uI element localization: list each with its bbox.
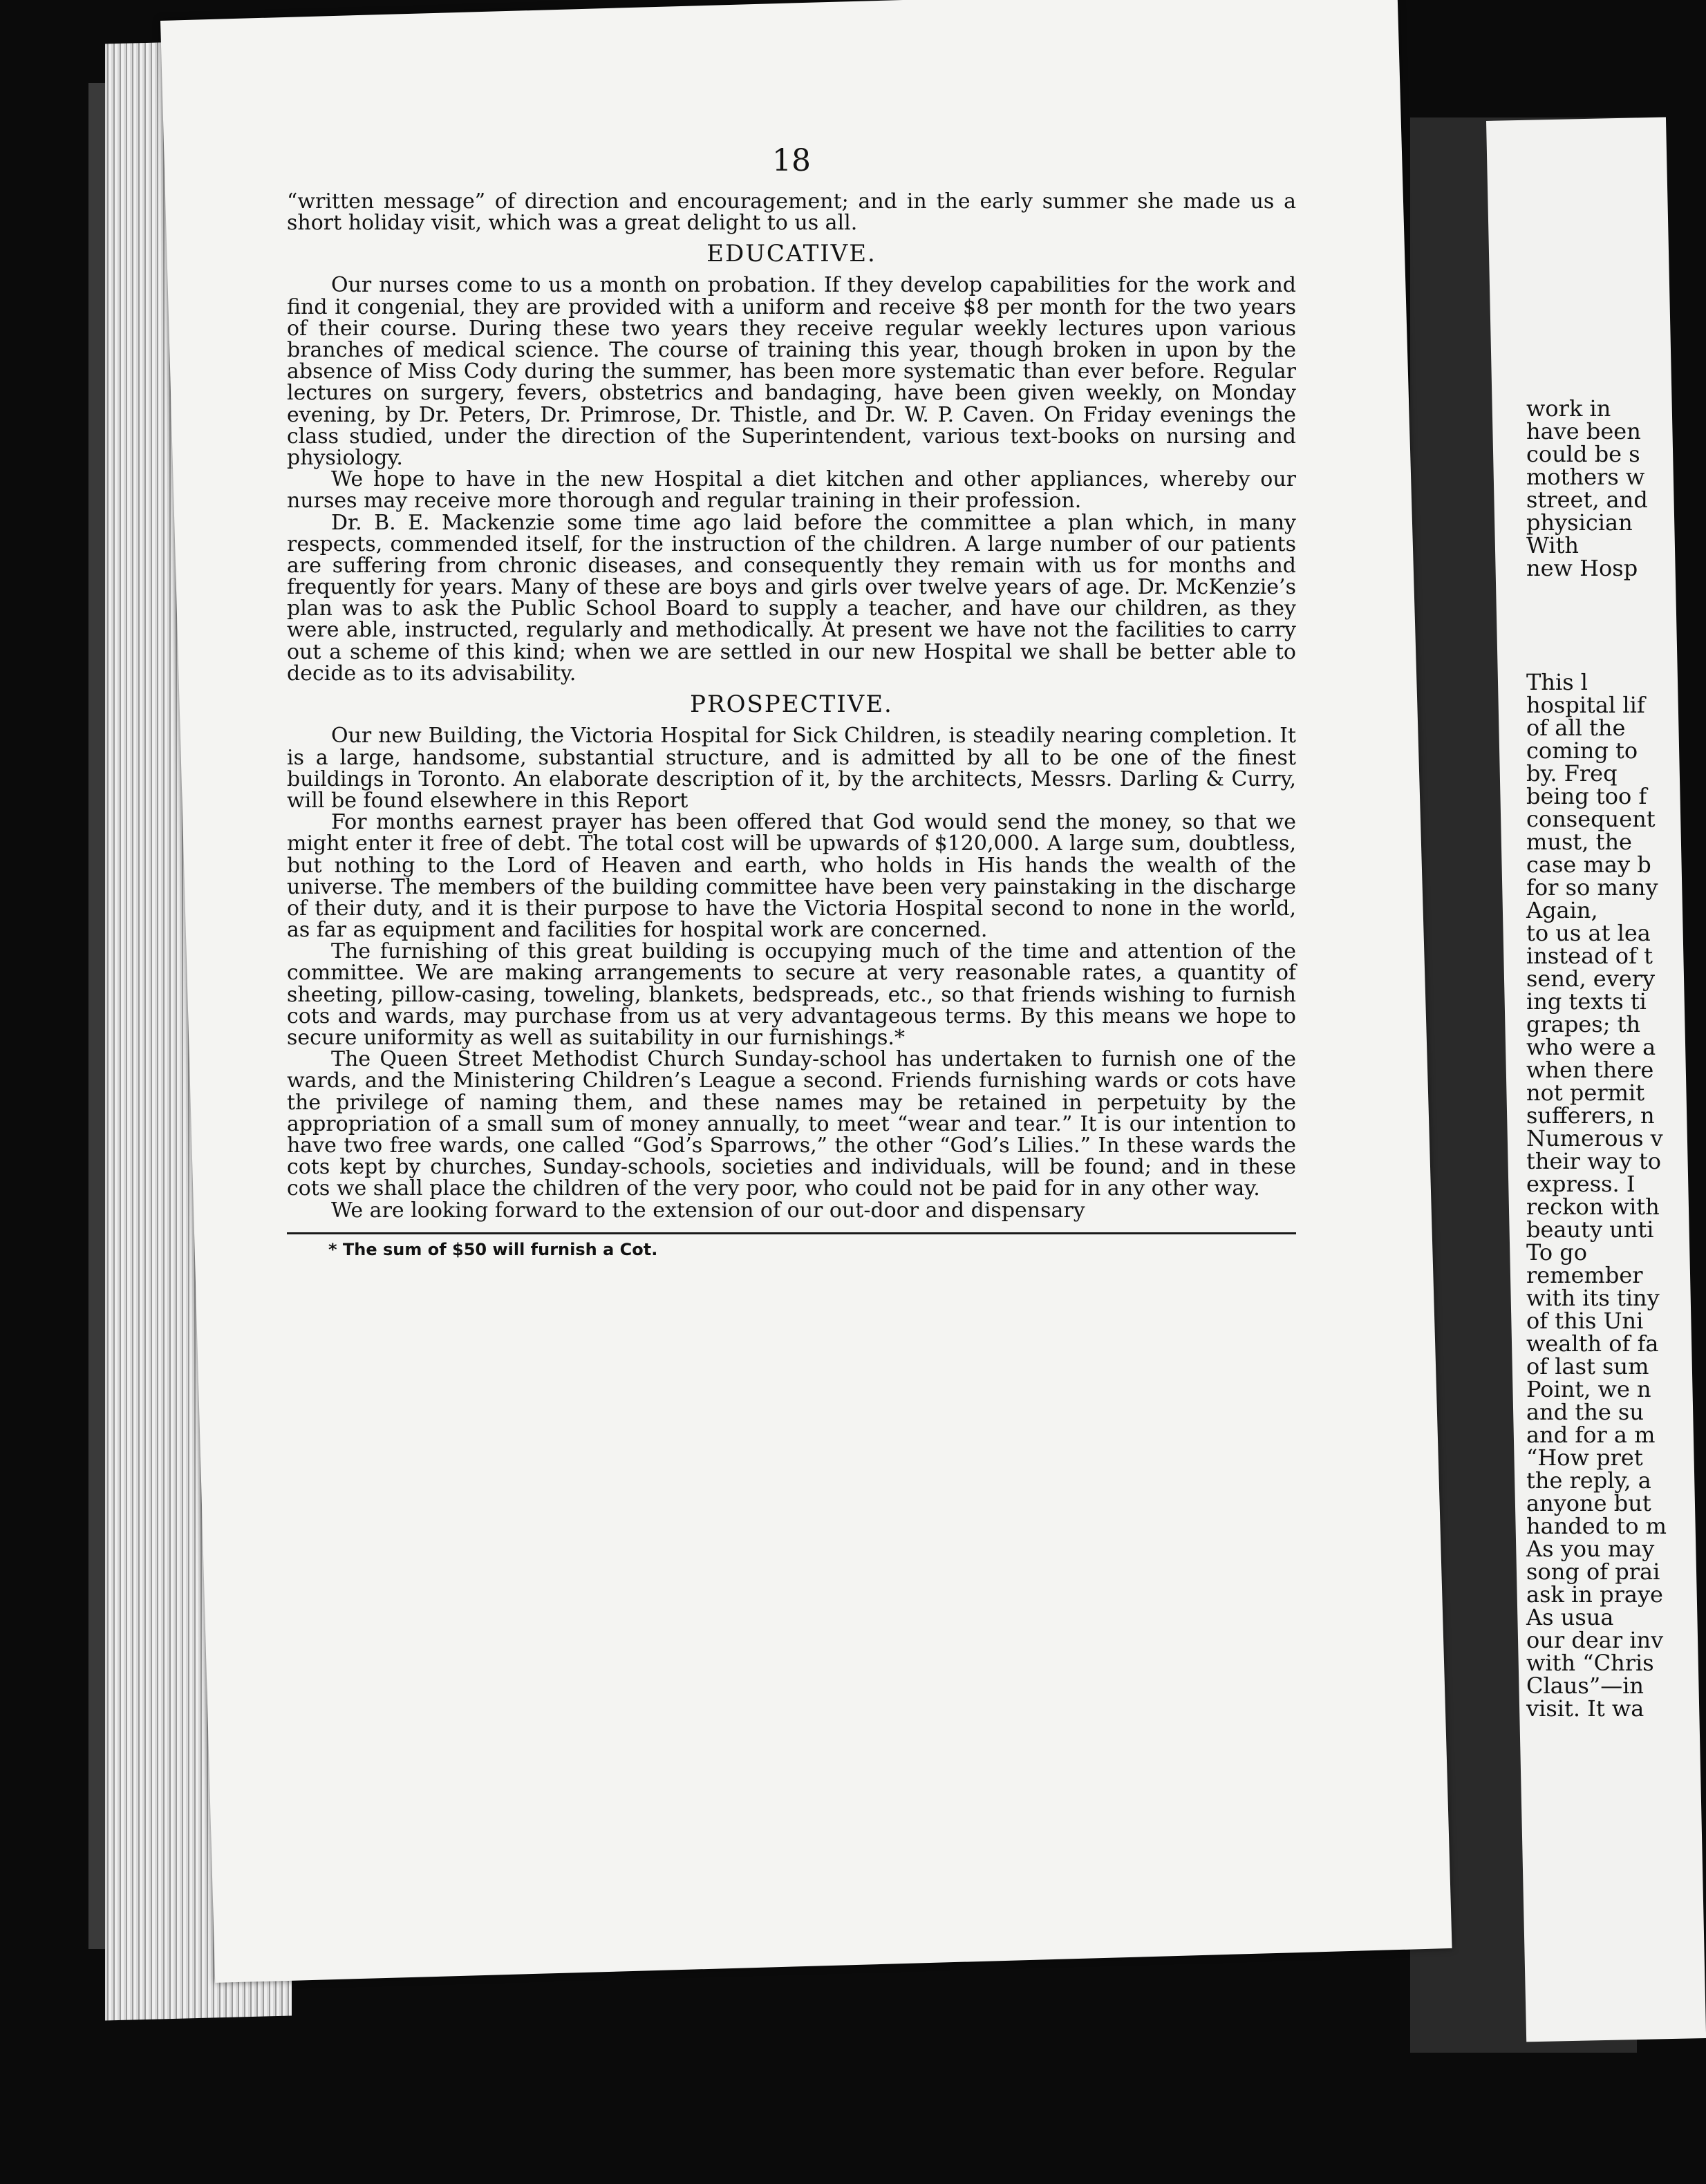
right-line: and the su [1526, 1399, 1644, 1425]
right-page-text [1526, 395, 1667, 1722]
right-line: With [1526, 532, 1580, 558]
right-line: consequent [1526, 806, 1656, 832]
right-line: anyone but [1526, 1490, 1651, 1516]
right-line: could be s [1526, 441, 1640, 467]
right-line: their way to [1526, 1148, 1661, 1174]
right-line: by. Freq [1526, 760, 1618, 787]
right-gap [1526, 580, 1637, 671]
right-line: beauty unti [1526, 1216, 1654, 1243]
right-line: of all the [1526, 715, 1626, 741]
right-line: have been [1526, 418, 1641, 444]
right-line: remember [1526, 1262, 1643, 1288]
right-line: As you may [1526, 1536, 1655, 1562]
right-line: for so many [1526, 874, 1658, 901]
right-line: not permit [1526, 1080, 1645, 1106]
right-line: wealth of fa [1526, 1330, 1659, 1357]
right-line: when there [1526, 1057, 1654, 1083]
right-line: To go [1526, 1239, 1588, 1265]
right-line: sufferers, n [1526, 1102, 1655, 1129]
paragraph: For months earnest prayer has been offered that God would send the money, so that we might enter it free of debt. The total cost will be upwards of $120,000. A large sum, doubtless, but nothing to the Lord of Heaven and earth, who holds in His hands the wealth of the universe. The members of the building committee have been very painstaking in the discharge of their duty, and it is their purpose to have the Victoria Hospital second to none in the world, as far as equipment and facilities for hospital work are concerned. [287, 810, 1296, 943]
right-line: who were a [1526, 1034, 1656, 1060]
right-line: Again, [1526, 897, 1598, 923]
right-line: song of prai [1526, 1559, 1660, 1585]
right-line: ing texts ti [1526, 988, 1647, 1015]
right-line: the reply, a [1526, 1467, 1651, 1494]
right-line: physician [1526, 509, 1633, 536]
right-line: must, the [1526, 829, 1632, 855]
right-line: mothers w [1526, 464, 1645, 490]
heading-prospective: PROSPECTIVE. [690, 690, 893, 719]
right-line: Point, we n [1526, 1376, 1651, 1402]
right-line: This l [1526, 669, 1588, 695]
right-line: our dear inv [1526, 1627, 1664, 1653]
right-line: As usua [1526, 1604, 1614, 1630]
right-line: hospital lif [1526, 692, 1645, 718]
right-line: case may b [1526, 851, 1651, 878]
right-line: of last sum [1526, 1353, 1649, 1380]
paragraph: Our nurses come to us a month on probation. If they develop capabilities for the work and find it congenial, they are provided with a uniform and receive $8 per month for the two years of their course. During these two years they receive regular weekly lectures upon various branches of medical science. The course of training this year, though broken in upon by the absence of Miss Cody during the summer, has been more systematic than ever before. Regular lectures on surgery, fevers, obstetrics and bandaging, have been given weekly, on Monday evening, by Dr. Peters, Dr. Primrose, Dr. Thistle, and Dr. W. P. Caven. On Friday evenings the class studied, under the direction of the Superintendent, various text-books on nursing and physiology. [287, 273, 1296, 470]
right-line: new Hosp [1526, 555, 1638, 581]
right-line: to us at lea [1526, 920, 1651, 946]
page-number: 18 [772, 143, 811, 178]
right-line: instead of t [1526, 943, 1653, 969]
right-line: and for a m [1526, 1422, 1656, 1448]
paragraph: We are looking forward to the extension of our out-door and dispensary [331, 1198, 1085, 1223]
right-line: send, every [1526, 966, 1656, 992]
right-line: express. I [1526, 1171, 1635, 1197]
right-line: Claus”—in [1526, 1673, 1644, 1699]
paragraph-intro: “written message” of direction and encouragement; and in the early summer she made us a short holiday visit, which was a great delight to us all. [287, 189, 1296, 235]
footnote: * The sum of $50 will furnish a Cot. [328, 1239, 658, 1259]
right-line: street, and [1526, 487, 1648, 513]
right-line: being too f [1526, 783, 1647, 809]
right-line: handed to m [1526, 1513, 1667, 1539]
paragraph: Our new Building, the Victoria Hospital for Sick Children, is steadily nearing completion. It is a large, handsome, substantial structure, and is admitted by all to be one of the finest buildings in Toronto. An elaborate description of it, by the architects, Messrs. Darling & Curry, will be found elsewhere in this Report [287, 724, 1296, 813]
paragraph: Dr. B. E. Mackenzie some time ago laid before the committee a plan which, in many respects, commended itself, for the instruction of the children. A large number of our patients are suffering from chronic diseases, and consequently they remain with us for months and frequently for years. Many of these are boys and girls over twelve years of age. Dr. McKenzie’s plan was to ask the Public School Board to supply a teacher, and have our children, as they were able, instructed, regularly and methodically. At present we have not the facilities to carry out a scheme of this kind; when we are settled in our new Hospital we shall be better able to decide as to its advisability. [287, 510, 1296, 686]
right-line: ask in praye [1526, 1581, 1663, 1608]
paragraph: The furnishing of this great building is occupying much of the time and attention of the committee. We are making arrangements to secure at very reasonable rates, a quantity of sheeting, pillow-casing, toweling, blankets, bedspreads, etc., so that friends wishing to furnish cots and wards, may purchase from us at very advantageous terms. By this means we hope to secure uniformity as well as suitability in our furnishings.* [287, 939, 1296, 1051]
heading-educative: EDUCATIVE. [706, 240, 877, 268]
left-page-text [287, 145, 1296, 1259]
paragraph: The Queen Street Methodist Church Sunday-school has undertaken to furnish one of the wards, and the Ministering Children’s League a second. Friends furnishing wards or cots have the privilege of naming them, and these names may be retained in perpetuity by the appropriation of a small sum of money annually, to meet “wear and tear.” It is our intention to have two free wards, one called “God’s Sparrows,” the other “God’s Lilies.” In these wards the cots kept by churches, Sunday-schools, societies and individuals, will be found; and in these cots we shall place the children of the very poor, who could not be paid for in any other way. [287, 1047, 1296, 1201]
right-line: reckon with [1526, 1194, 1660, 1220]
paragraph: We hope to have in the new Hospital a diet kitchen and other appliances, whereby our nurses may receive more thorough and regular training in their profession. [287, 467, 1296, 514]
right-line: Numerous v [1526, 1125, 1663, 1151]
right-line: with “Chris [1526, 1650, 1654, 1676]
right-line: of this Uni [1526, 1308, 1644, 1334]
footnote-rule [287, 1232, 1296, 1234]
right-line: grapes; th [1526, 1011, 1641, 1037]
right-line: work in [1526, 395, 1611, 422]
right-line: coming to [1526, 737, 1638, 764]
right-line: with its tiny [1526, 1285, 1660, 1311]
right-line: visit. It wa [1526, 1695, 1644, 1722]
right-line: “How pret [1526, 1444, 1643, 1471]
